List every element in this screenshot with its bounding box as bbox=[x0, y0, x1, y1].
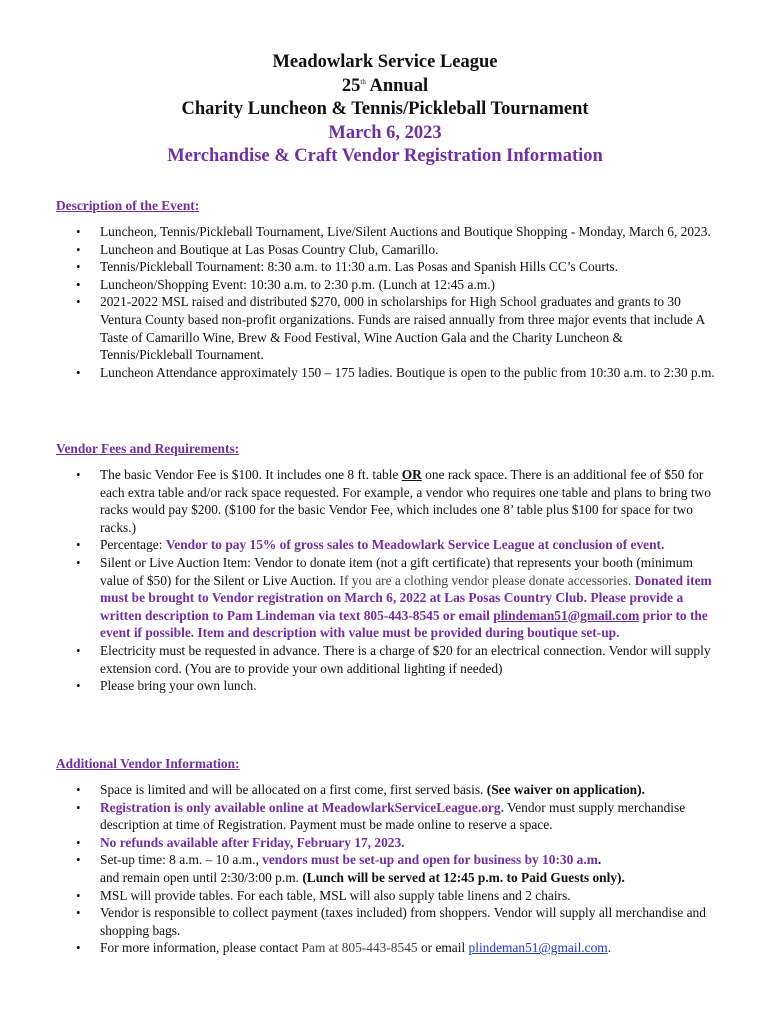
fee-text-cont: one rack space. There is an additional fee of $50 for each extra table and/or rack space requested. For example, a vendor who requires one table and plans to bring two racks would pay $200. ($100 for the basic Vendor Fee, which includes one 8’ table plus $100 for space for two racks.) bbox=[100, 467, 711, 535]
contact-email-link[interactable]: plindeman51@gmail.com bbox=[468, 940, 608, 956]
anniversary-suffix: th bbox=[360, 77, 366, 86]
additional-heading: Additional Vendor Information: bbox=[56, 756, 240, 771]
fees-heading: Vendor Fees and Requirements: bbox=[56, 441, 240, 456]
contact-text-or: or email bbox=[417, 940, 469, 956]
fee-or-emphasis: OR bbox=[401, 467, 422, 482]
auction-instructions-cont: prior to the event if possible. Item and description with value must be provided during boutique set-up. bbox=[100, 607, 708, 641]
list-item bbox=[56, 799, 718, 834]
list-item: • Tennis/Pickleball Tournament: 8:30 a.m. to 11:30 a.m. Las Posas and Spanish Hills CC’s Courts. bbox=[56, 258, 718, 276]
setup-time: Set-up time: 8 a.m. – 10 a.m., bbox=[100, 852, 263, 868]
waiver-note: (See waiver on application). bbox=[486, 782, 645, 797]
list-item: • Please bring your own lunch. bbox=[56, 677, 718, 695]
list-item bbox=[56, 536, 718, 554]
list-item: • Luncheon/Shopping Event: 10:30 a.m. to 2:30 p.m. (Lunch at 12:45 a.m.) bbox=[56, 276, 718, 294]
contact-period: . bbox=[607, 940, 612, 956]
title-block bbox=[0, 51, 770, 169]
list-item bbox=[56, 939, 718, 957]
list-item bbox=[56, 466, 718, 536]
document-subtitle: Merchandise & Craft Vendor Registration Information bbox=[167, 146, 603, 167]
description-list bbox=[56, 223, 718, 381]
setup-requirement: vendors must be set-up and open for business by 10:30 a.m bbox=[262, 852, 598, 868]
fee-text: The basic Vendor Fee is $100. It includes one 8 ft. table bbox=[100, 467, 402, 482]
contact-text: For more information, please contact bbox=[100, 940, 302, 956]
list-item: • Luncheon and Boutique at Las Posas Country Club, Camarillo. bbox=[56, 241, 718, 259]
description-heading: Description of the Event: bbox=[56, 198, 200, 213]
auction-text: Silent or Live Auction Item: Vendor to donate item (not a gift certificate) that represents your booth (minimum value of $50) for the Silent or Live Auction. bbox=[100, 554, 693, 588]
list-item bbox=[56, 834, 718, 852]
list-item: • Vendor is responsible to collect payment (taxes included) from shoppers. Vendor will supply all merchandise and shopping bags. bbox=[56, 904, 718, 939]
percentage-label: Percentage: bbox=[100, 537, 166, 553]
anniversary-number: 25 bbox=[341, 75, 361, 96]
anniversary-word: Annual bbox=[369, 75, 429, 96]
fees-list bbox=[56, 466, 718, 695]
event-date: March 6, 2023 bbox=[328, 122, 442, 143]
anniversary-line bbox=[0, 75, 770, 99]
list-item: • Luncheon, Tennis/Pickleball Tournament, Live/Silent Auctions and Boutique Shopping - Monday, March 6, 2023. bbox=[56, 223, 718, 241]
lunch-note: (Lunch will be served at 12:45 p.m. to Paid Guests only). bbox=[302, 869, 625, 885]
auction-instructions: Donated item must be brought to Vendor registration on March 6, 2022 at Las Posas Country Club. Please provide a written description to Pam Lindeman via text 805-443-8545 or email bbox=[100, 572, 712, 623]
list-item: • Electricity must be requested in advance. There is a charge of $20 for an electrical connection. Vendor will supply extension cord. (You are to provide your own additional lighting if needed) bbox=[56, 642, 718, 677]
registration-text: Vendor must supply merchandise description at time of Registration. Payment must be made online to reserve a space. bbox=[100, 799, 686, 833]
setup-period: . bbox=[597, 852, 602, 868]
registration-note: Registration is only available online at MeadowlarkServiceLeague.org. bbox=[100, 799, 504, 815]
list-item: • Luncheon Attendance approximately 150 – 175 ladies. Boutique is open to the public from 10:30 a.m. to 2:30 p.m. bbox=[56, 364, 718, 382]
list-item bbox=[56, 554, 718, 642]
list-item: • MSL will provide tables. For each table, MSL will also supply table linens and 2 chairs. bbox=[56, 887, 718, 905]
remain-open-text: and remain open until 2:30/3:00 p.m. bbox=[100, 869, 303, 885]
email-link[interactable]: plindeman51@gmail.com bbox=[493, 607, 640, 623]
list-item bbox=[56, 851, 718, 886]
list-item: • 2021-2022 MSL raised and distributed $270, 000 in scholarships for High School graduates and grants to 30 Ventura County based non-profit organizations. Funds are raised annually from three major events that include A Taste of Camarillo Wine, Brew & Food Festival, Wine Auction Gala and the Charity Luncheon & Tennis/Pickleball Tournament. bbox=[56, 293, 718, 363]
event-name: Charity Luncheon & Tennis/Pickleball Tournament bbox=[181, 99, 589, 120]
space-text: Space is limited and will be allocated on a first come, first served basis. bbox=[100, 782, 487, 797]
percentage-text: Vendor to pay 15% of gross sales to Meadowlark Service League at conclusion of event. bbox=[165, 537, 665, 553]
additional-list bbox=[56, 781, 718, 957]
auction-accessories-note: If you are a clothing vendor please donate accessories. bbox=[339, 572, 635, 588]
refund-note: No refunds available after Friday, February 17, 2023. bbox=[100, 834, 405, 850]
contact-phone: Pam at 805-443-8545 bbox=[301, 940, 418, 956]
org-name: Meadowlark Service League bbox=[272, 52, 498, 72]
list-item bbox=[56, 781, 718, 799]
